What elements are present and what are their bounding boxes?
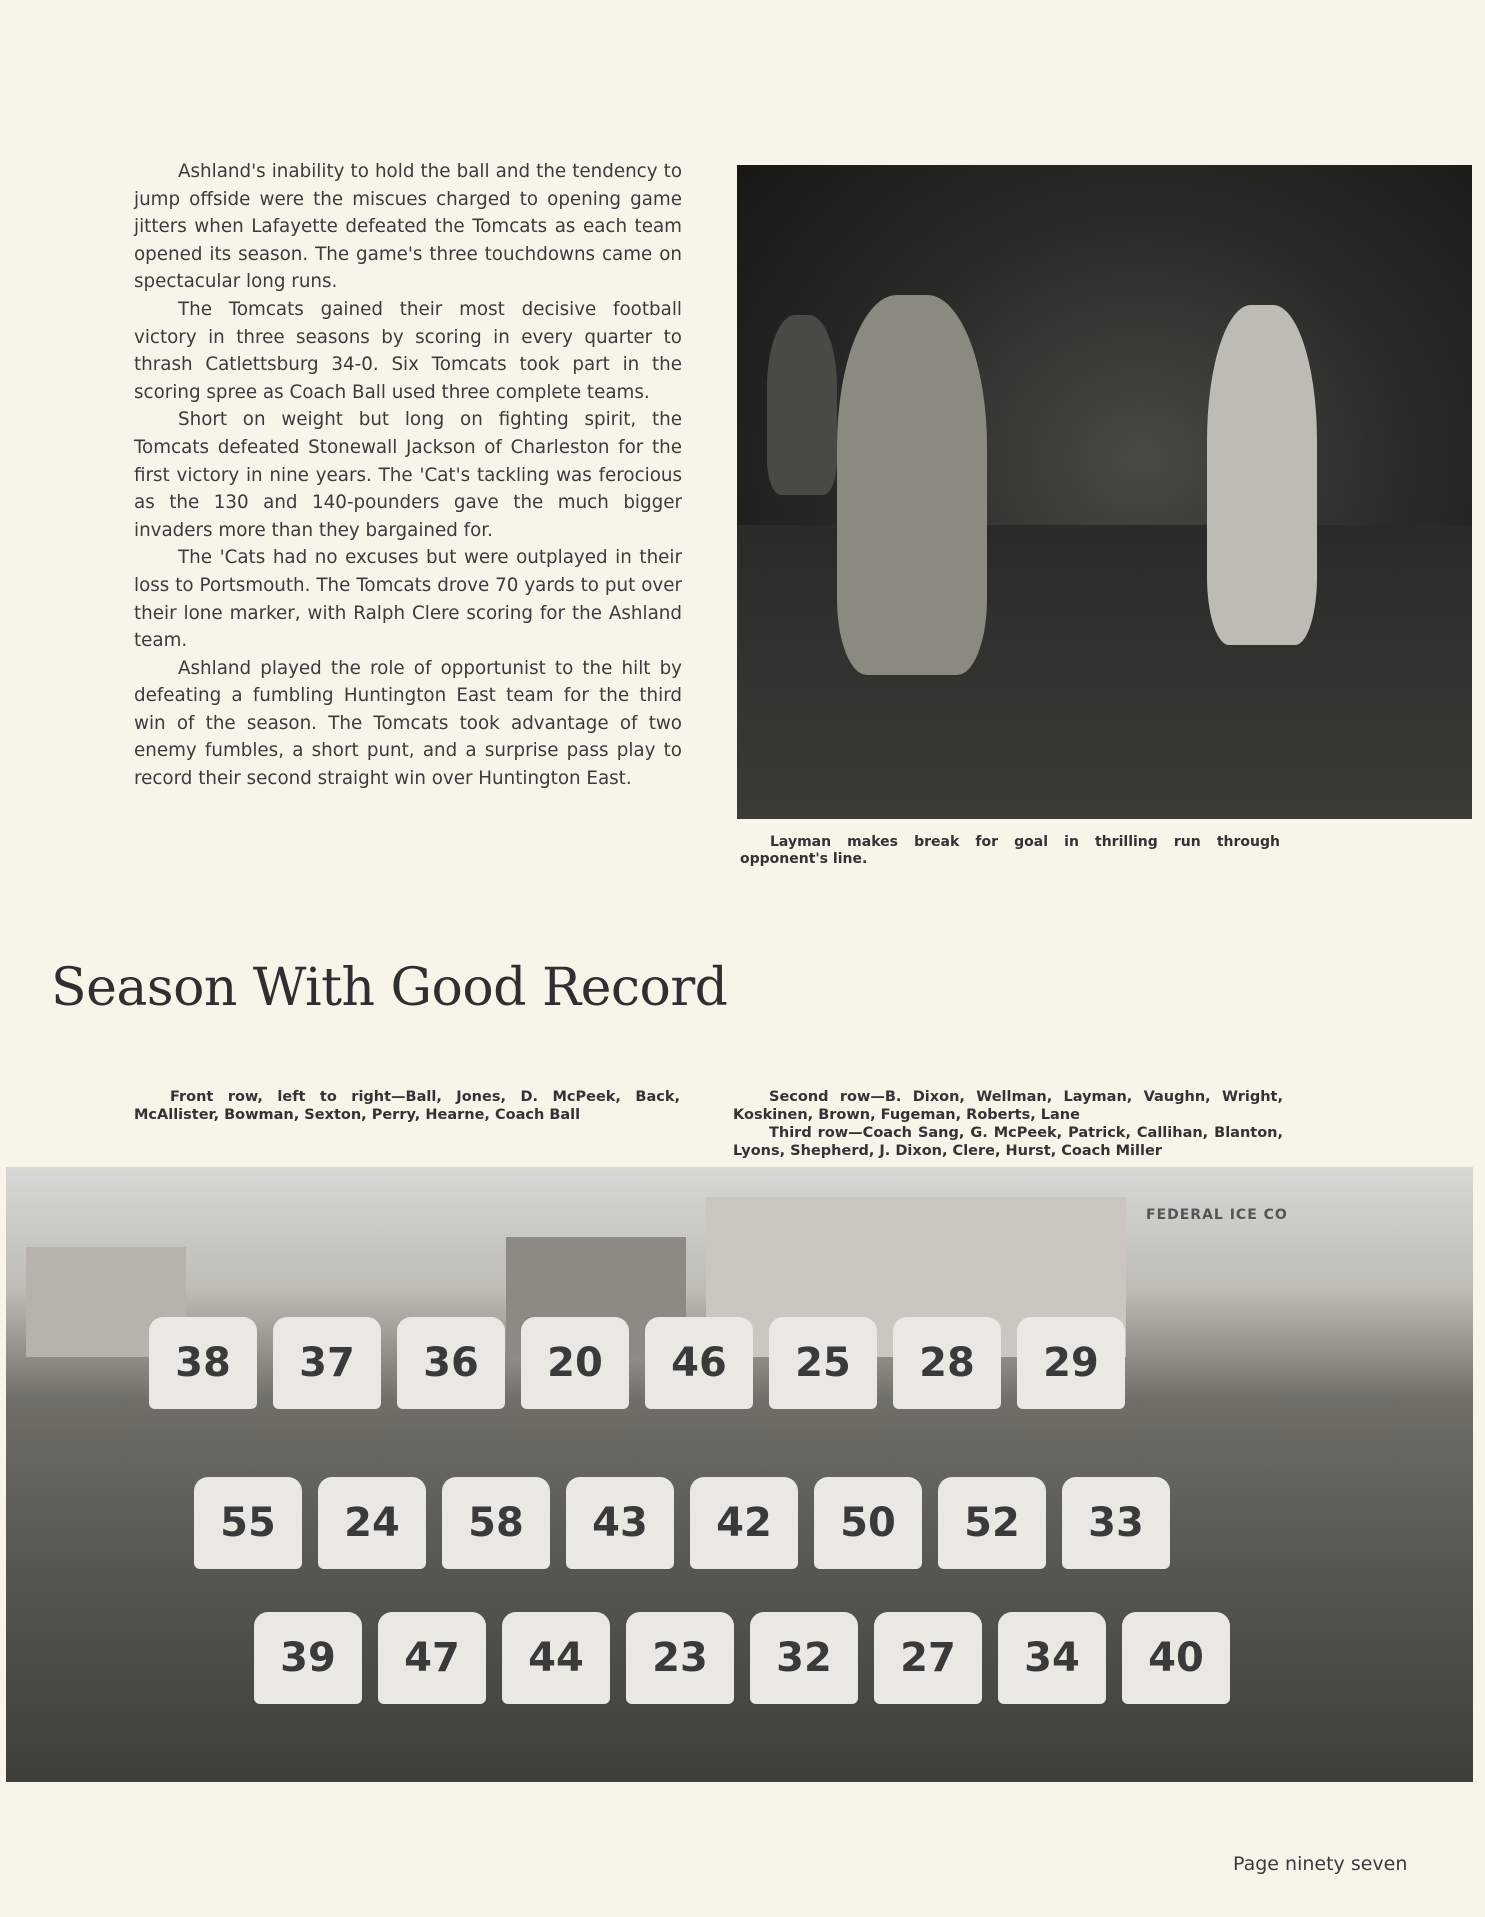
jersey: 24 [318, 1477, 426, 1569]
jersey: 20 [521, 1317, 629, 1409]
jersey: 25 [769, 1317, 877, 1409]
jersey: 42 [690, 1477, 798, 1569]
jersey: 50 [814, 1477, 922, 1569]
second-row-caption: Second row—B. Dixon, Wellman, Layman, Vaughn, Wright, Koskinen, Brown, Fugeman, Roberts, Lane [733, 1089, 1283, 1123]
jersey: 44 [502, 1612, 610, 1704]
jersey: 43 [566, 1477, 674, 1569]
paragraph: Ashland played the role of opportunist to the hilt by defeating a fumbling Huntington East team for the third win of the season. The Tomcats took advantage of two enemy fumbles, a short punt, and a surprise pass play to record their second straight win over Huntington East. [134, 657, 682, 790]
jersey: 47 [378, 1612, 486, 1704]
third-row-caption: Third row—Coach Sang, G. McPeek, Patrick, Callihan, Blanton, Lyons, Shepherd, J. Dixon, Clere, Hurst, Coach Miller [733, 1125, 1283, 1159]
team-caption-right [733, 1088, 1283, 1160]
caption-text: Layman makes break for goal in thrilling run through opponent's line. [740, 834, 1280, 867]
jersey: 33 [1062, 1477, 1170, 1569]
jersey: 40 [1122, 1612, 1230, 1704]
team-photo [6, 1167, 1473, 1782]
jersey: 23 [626, 1612, 734, 1704]
jersey: 29 [1017, 1317, 1125, 1409]
jersey: 27 [874, 1612, 982, 1704]
player-figure [837, 295, 987, 675]
jersey: 34 [998, 1612, 1106, 1704]
paragraph: Ashland's inability to hold the ball and the tendency to jump offside were the miscues charged to opening game jitters when Lafayette defeated the Tomcats as each team opened its season. The game's three touchdowns came on spectacular long runs. [134, 161, 682, 293]
building-sign: FEDERAL ICE CO [1146, 1207, 1288, 1223]
jersey: 37 [273, 1317, 381, 1409]
paragraph: The Tomcats gained their most decisive football victory in three seasons by scoring in every quarter to thrash Catlettsburg 34-0. Six Tomcats took part in the scoring spree as Coach Ball used three complete teams. [134, 298, 682, 403]
jersey: 28 [893, 1317, 1001, 1409]
jersey: 32 [750, 1612, 858, 1704]
paragraph: Short on weight but long on fighting spirit, the Tomcats defeated Stonewall Jackson of Charleston for the first victory in nine years. The 'Cat's tackling was ferocious as the 130 and 140-pounders gave the much bigger invaders more than they bargained for. [134, 409, 682, 541]
player-figure [767, 315, 837, 495]
paragraph: The 'Cats had no excuses but were outplayed in their loss to Portsmouth. The Tomcats drove 70 yards to put over their lone marker, with Ralph Clere scoring for the Ashland team. [134, 547, 682, 652]
middle-row [6, 1477, 1473, 1569]
jersey: 58 [442, 1477, 550, 1569]
back-row [6, 1317, 1473, 1409]
action-photo [737, 165, 1472, 819]
jersey: 52 [938, 1477, 1046, 1569]
team-caption-left [134, 1088, 680, 1124]
article-text [134, 158, 682, 793]
jersey: 38 [149, 1317, 257, 1409]
jersey: 46 [645, 1317, 753, 1409]
jersey: 36 [397, 1317, 505, 1409]
section-title: Season With Good Record [51, 958, 728, 1018]
jersey: 39 [254, 1612, 362, 1704]
front-row-caption: Front row, left to right—Ball, Jones, D. McPeek, Back, McAllister, Bowman, Sexton, Perry, Hearne, Coach Ball [134, 1089, 680, 1123]
action-photo-caption [740, 834, 1280, 868]
jersey: 55 [194, 1477, 302, 1569]
front-row [6, 1612, 1473, 1704]
page-number: Page ninety seven [1233, 1853, 1408, 1875]
runner-figure [1207, 305, 1317, 645]
